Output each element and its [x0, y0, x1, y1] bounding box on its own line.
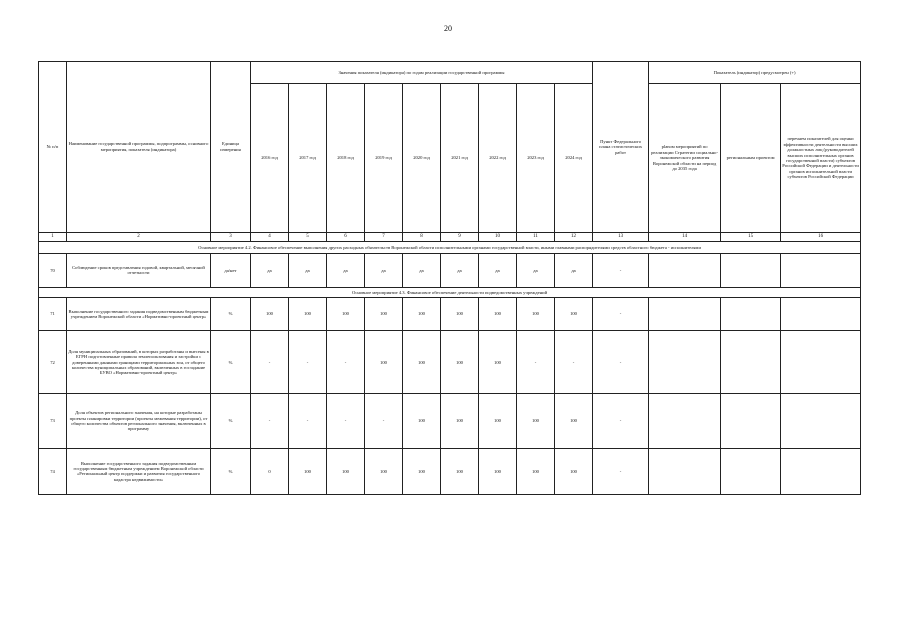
row-value: 100 — [517, 298, 555, 331]
row-value: 100 — [365, 448, 403, 494]
row-value: да — [289, 253, 327, 287]
column-number: 10 — [479, 232, 517, 241]
row-value: 100 — [555, 394, 593, 448]
row-value: да — [517, 253, 555, 287]
row-regional — [721, 298, 781, 331]
header-year: 2023 год — [517, 84, 555, 233]
row-name: Выполнение государственного задания подведомственным государственным бюджетным учреждением Воронежской области «Региональный центр поддержки и развития государственного кадастра недвижимости» — [67, 448, 211, 494]
section-title: Основное мероприятие 4.3. Финансовое обеспечение деятельности подведомственных учреждений — [39, 288, 861, 298]
header-unit: Единица измерения — [211, 62, 251, 233]
row-value: - — [289, 331, 327, 394]
row-value: 100 — [479, 298, 517, 331]
row-value: - — [251, 331, 289, 394]
row-unit: да/нет — [211, 253, 251, 287]
row-value: 100 — [517, 394, 555, 448]
row-value: да — [403, 253, 441, 287]
row-value: 100 — [403, 331, 441, 394]
row-value: 100 — [479, 448, 517, 494]
header-year: 2022 год — [479, 84, 517, 233]
row-regional — [721, 394, 781, 448]
header-provided-group: Показатель (индикатор) предусмотрен (+) — [649, 62, 861, 84]
row-value: 100 — [403, 394, 441, 448]
column-number: 13 — [593, 232, 649, 241]
header-year: 2020 год — [403, 84, 441, 233]
row-number: 73 — [39, 394, 67, 448]
row-value: 100 — [327, 298, 365, 331]
header-name: Наименование государственной программы, подпрограммы, основного мероприятия, показателя (индикатора) — [67, 62, 211, 233]
row-value: 100 — [365, 331, 403, 394]
row-list — [781, 253, 861, 287]
row-unit: % — [211, 331, 251, 394]
row-strategy — [649, 448, 721, 494]
row-value: 100 — [289, 448, 327, 494]
row-value: 100 — [479, 394, 517, 448]
row-value: 100 — [403, 298, 441, 331]
row-strategy — [649, 253, 721, 287]
row-value: 100 — [251, 298, 289, 331]
page-number: 20 — [444, 24, 452, 33]
row-strategy — [649, 298, 721, 331]
header-list: перечнем показателей для оценки эффективности деятельности высших должностных лиц (руководителей высших исполнительных органов государственной власти) субъектов Российской Федерации и деятельности органов исполнительной власти субъектов Российской Федерации — [781, 84, 861, 233]
column-number: 7 — [365, 232, 403, 241]
row-name: Соблюдение сроков представления годовой, квартальной, месячной отчетности — [67, 253, 211, 287]
row-value: - — [555, 331, 593, 394]
row-strategy — [649, 331, 721, 394]
row-number: 72 — [39, 331, 67, 394]
row-value: да — [365, 253, 403, 287]
column-number: 4 — [251, 232, 289, 241]
row-name: Доля муниципальных образований, в которых разработаны и внесены в ЕГРН подготовленные правила землепользования и застройки с доверенными данными границами территориальных зон, от общего количества муниципальных образований, включенных в госзадание БУВО «Нормативно-проектный центр» — [67, 331, 211, 394]
row-value: - — [289, 394, 327, 448]
header-num: № п/п — [39, 62, 67, 233]
row-value: 100 — [365, 298, 403, 331]
header-year: 2018 год — [327, 84, 365, 233]
column-number: 2 — [67, 232, 211, 241]
row-value: 100 — [327, 448, 365, 494]
row-value: 100 — [289, 298, 327, 331]
row-regional — [721, 253, 781, 287]
row-value: 100 — [441, 298, 479, 331]
header-year: 2019 год — [365, 84, 403, 233]
header-regional: региональным проектом — [721, 84, 781, 233]
header-strategy: planом мероприятий по реализации Стратегии социально-экономического развития Воронежской области на период до 2035 года — [649, 84, 721, 233]
row-name: Выполнение государственного задания подведомственным бюджетным учреждением Воронежской области «Нормативно-проектный центр» — [67, 298, 211, 331]
column-number: 16 — [781, 232, 861, 241]
column-number: 3 — [211, 232, 251, 241]
column-number: 12 — [555, 232, 593, 241]
row-value: - — [327, 394, 365, 448]
row-list — [781, 331, 861, 394]
column-number: 11 — [517, 232, 555, 241]
row-value: 100 — [441, 394, 479, 448]
row-plan: - — [593, 394, 649, 448]
row-unit: % — [211, 448, 251, 494]
header-year: 2016 год — [251, 84, 289, 233]
row-value: 100 — [403, 448, 441, 494]
column-number: 14 — [649, 232, 721, 241]
row-value: да — [479, 253, 517, 287]
row-value: 0 — [251, 448, 289, 494]
row-value: 100 — [441, 448, 479, 494]
row-plan: - — [593, 448, 649, 494]
row-value: да — [251, 253, 289, 287]
row-value: 100 — [555, 448, 593, 494]
row-unit: % — [211, 298, 251, 331]
row-list — [781, 448, 861, 494]
row-list — [781, 394, 861, 448]
row-plan: - — [593, 253, 649, 287]
row-value: 100 — [479, 331, 517, 394]
row-value: да — [327, 253, 365, 287]
column-number: 8 — [403, 232, 441, 241]
table-row — [39, 394, 861, 448]
row-number: 74 — [39, 448, 67, 494]
header-values-group: Значения показателя (индикатора) по годам реализации государственной программы — [251, 62, 593, 84]
section-title: Основное мероприятие 4.2. Финансовое обеспечение выполнения других расходных обязательств Воронежской области исполнительными органами государственной власти, иными главными распорядителями средств областного бюджета - исполнителями — [39, 241, 861, 253]
table-row — [39, 253, 861, 287]
row-plan: - — [593, 298, 649, 331]
indicators-table — [38, 61, 861, 495]
row-value: 100 — [441, 331, 479, 394]
row-list — [781, 298, 861, 331]
column-number: 5 — [289, 232, 327, 241]
row-value: - — [327, 331, 365, 394]
header-year: 2021 год — [441, 84, 479, 233]
row-unit: % — [211, 394, 251, 448]
row-value: - — [517, 331, 555, 394]
table-row — [39, 448, 861, 494]
row-regional — [721, 448, 781, 494]
column-number: 9 — [441, 232, 479, 241]
row-value: - — [251, 394, 289, 448]
row-regional — [721, 331, 781, 394]
column-number: 1 — [39, 232, 67, 241]
table-row — [39, 331, 861, 394]
row-plan: - — [593, 331, 649, 394]
table-row — [39, 298, 861, 331]
row-value: да — [441, 253, 479, 287]
row-value: да — [555, 253, 593, 287]
row-value: 100 — [517, 448, 555, 494]
column-number: 15 — [721, 232, 781, 241]
header-year: 2017 год — [289, 84, 327, 233]
header-year: 2024 год — [555, 84, 593, 233]
row-strategy — [649, 394, 721, 448]
row-value: - — [365, 394, 403, 448]
header-plan: Пункт Федерального плана статистических работ — [593, 62, 649, 233]
row-number: 70 — [39, 253, 67, 287]
row-number: 71 — [39, 298, 67, 331]
column-number: 6 — [327, 232, 365, 241]
row-name: Доля объектов регионального значения, на которые разработаны проекты планировки территории (проекты межевания территории), от общего количества объектов регионального значения, включенных в программу — [67, 394, 211, 448]
row-value: 100 — [555, 298, 593, 331]
